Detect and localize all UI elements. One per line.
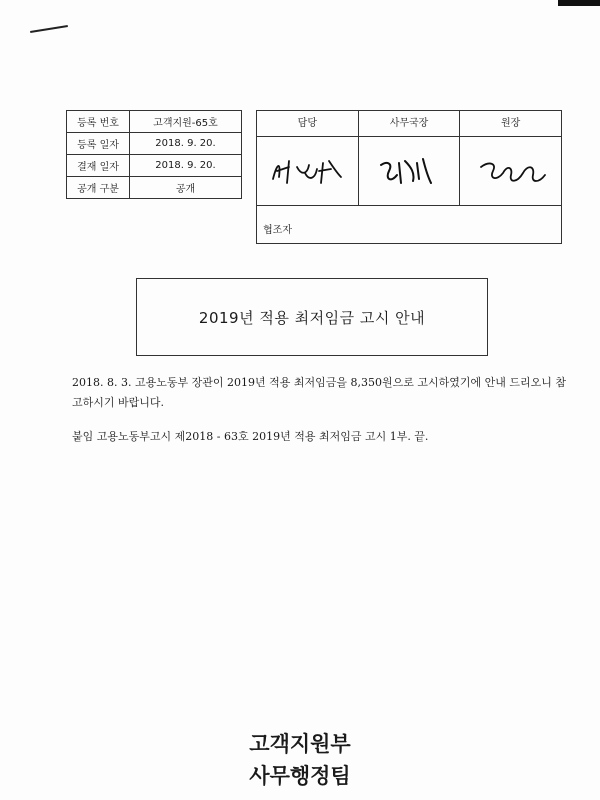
scan-corner-mark bbox=[558, 0, 600, 6]
approval-date-label: 결재 일자 bbox=[67, 155, 130, 177]
approval-header-staff: 담당 bbox=[297, 118, 317, 129]
approval-box bbox=[256, 110, 562, 244]
body-paragraph: 2018. 8. 3. 고용노동부 장관이 2019년 적용 최저임금을 8,350원으로 고시하였기에 안내 드리오니 참고하시기 바랍니다. bbox=[72, 376, 566, 409]
registration-table bbox=[66, 110, 242, 199]
disclosure-value: 공개 bbox=[130, 177, 242, 199]
signature-secretary-general bbox=[358, 137, 460, 205]
document-title-box bbox=[136, 278, 488, 356]
attachment-line: 붙임 고용노동부고시 제2018 - 63호 2019년 적용 최저임금 고시 1부. 끝. bbox=[72, 430, 429, 443]
disclosure-label: 공개 구분 bbox=[67, 177, 130, 199]
approval-date-value: 2018. 9. 20. bbox=[130, 155, 242, 177]
registration-date-value: 2018. 9. 20. bbox=[130, 133, 242, 155]
table-row bbox=[67, 133, 242, 155]
issuer-team: 사무행정팀 bbox=[249, 764, 351, 788]
table-row bbox=[67, 111, 242, 133]
document-title: 2019년 적용 최저임금 고시 안내 bbox=[198, 308, 426, 327]
cooperator-label: 협조자 bbox=[263, 225, 292, 236]
table-row bbox=[67, 177, 242, 199]
registration-number-label: 등록 번호 bbox=[67, 111, 130, 133]
approval-header-secretary-general: 사무국장 bbox=[358, 111, 460, 136]
issuer-department: 고객지원부 bbox=[249, 732, 351, 756]
registration-date-label: 등록 일자 bbox=[67, 133, 130, 155]
signature-staff bbox=[257, 137, 358, 205]
registration-number-value: 고객지원-65호 bbox=[130, 111, 242, 133]
signature-director bbox=[459, 137, 561, 205]
table-row bbox=[67, 155, 242, 177]
issuer-block bbox=[0, 728, 600, 792]
pen-stroke-mark bbox=[30, 25, 68, 33]
approval-header-director: 원장 bbox=[459, 111, 561, 136]
